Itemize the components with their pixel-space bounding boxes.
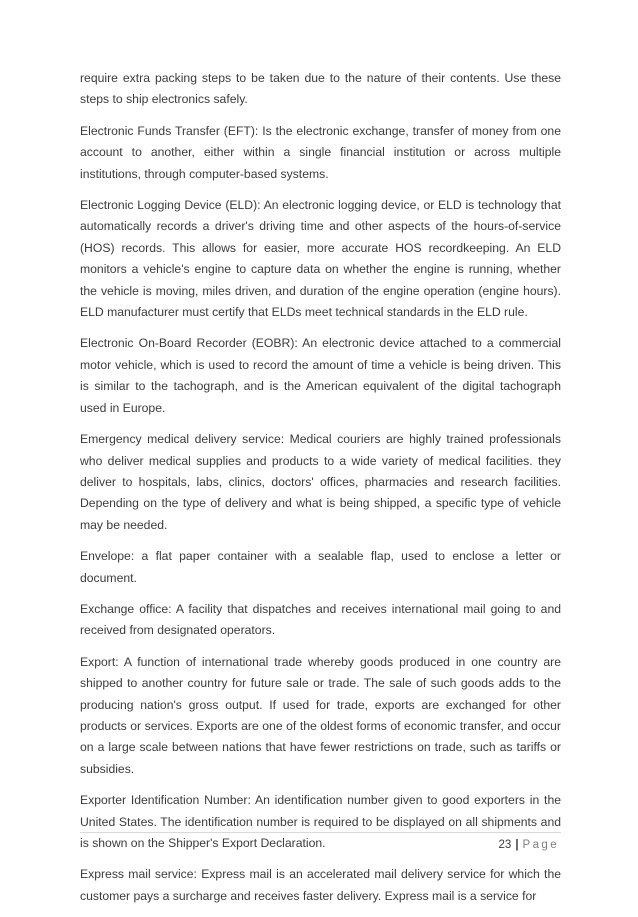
page-body [80, 68, 561, 917]
paragraph-exporter-id: Exporter Identification Number: An identification number given to good exporters in the United States. The identification number is required to be displayed on all shipments and is shown on the Shipper's Export Declaration. [80, 793, 561, 850]
page-label: Page [522, 839, 559, 851]
footer-divider [80, 832, 561, 833]
paragraph-eft: Electronic Funds Transfer (EFT): Is the electronic exchange, transfer of money from one account to another, either within a single financial institution or across multiple institutions, through computer-based systems. [80, 123, 561, 181]
paragraph-eld: Electronic Logging Device (ELD): An electronic logging device, or ELD is technology that automatically records a driver's driving time and other aspects of the hours-of-service (HOS) records. This allows for easier, more accurate HOS recordkeeping. An ELD monitors a vehicle's engine to capture data on whether the engine is running, whether the vehicle is moving, miles driven, and duration of the engine operation (engine hours). ELD manufacturer must certify that ELDs meet technical standards in the ELD rule. [80, 198, 561, 320]
paragraph-emergency-medical: Emergency medical delivery service: Medical couriers are highly trained professionals who deliver medical supplies and products to a wide variety of medical facilities. they deliver to hospitals, labs, clinics, doctors' offices, pharmacies and research facilities. Depending on the type of delivery and what is being shipped, a specific type of vehicle may be needed. [80, 432, 561, 532]
page-footer [499, 839, 559, 851]
paragraph-envelope: Envelope: a flat paper container with a sealable flap, used to enclose a letter or document. [80, 549, 561, 585]
page-number: 23 [498, 839, 512, 851]
paragraph-exchange-office: Exchange office: A facility that dispatches and receives international mail going to and received from designated operators. [80, 601, 561, 638]
paragraph-express-mail: Express mail service: Express mail is an accelerated mail delivery service for which the customer pays a surcharge and receives faster delivery. Express mail is a service for [80, 867, 561, 903]
paragraph-electronics-packing: require extra packing steps to be taken due to the nature of their contents. Use these steps to ship electronics safely. [80, 71, 561, 107]
paragraph-export: Export: A function of international trade whereby goods produced in one country are shipped to another country for future sale or trade. The sale of such goods adds to the producing nation's gross output. If used for trade, exports are exchanged for other products or services. Exports are one of the oldest forms of economic transfer, and occur on a large scale between nations that have fewer restrictions on trade, such as tariffs or subsidies. [80, 654, 561, 776]
footer-separator: | [515, 839, 519, 851]
paragraph-eobr: Electronic On-Board Recorder (EOBR): An electronic device attached to a commercial motor vehicle, which is used to record the amount of time a vehicle is being driven. This is similar to the tachograph, and is the American equivalent of the digital tachograph used in Europe. [80, 336, 561, 415]
